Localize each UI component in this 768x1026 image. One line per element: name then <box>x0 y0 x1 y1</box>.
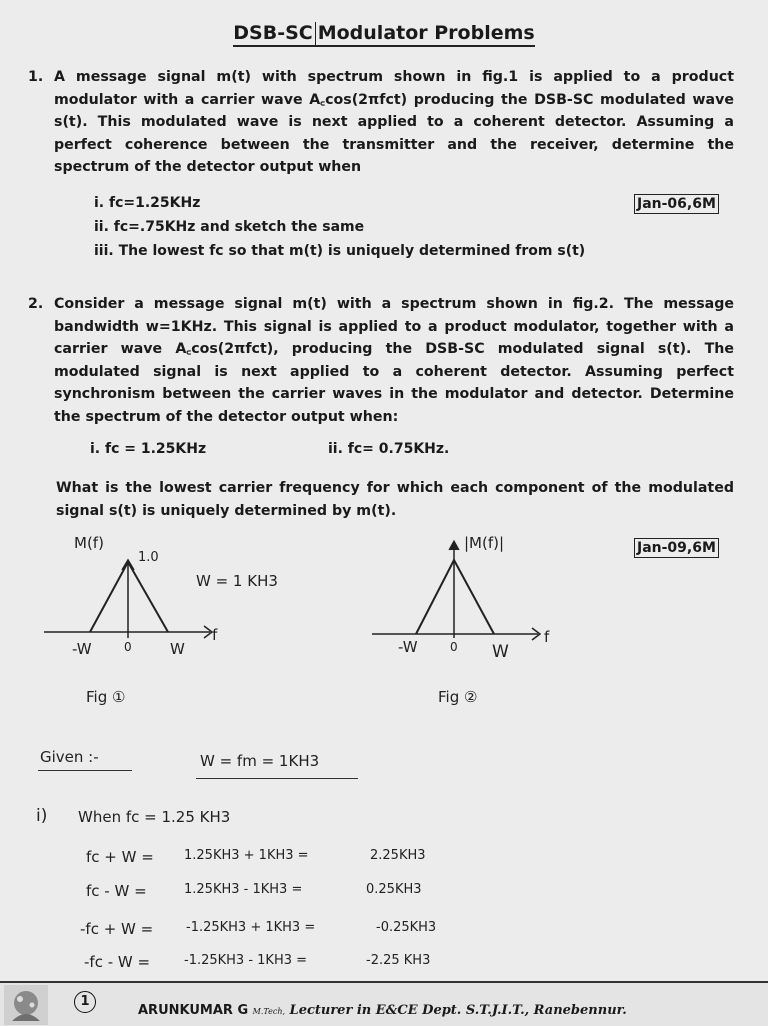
q1-item-ii: ii. fc=.75KHz and sketch the same <box>94 219 365 235</box>
fig2-ylabel: |M(f)| <box>464 534 505 552</box>
calc-line-3-rhs: -0.25KH3 <box>376 920 437 935</box>
given-eq-underline <box>196 778 358 779</box>
page-number: 1 <box>74 991 96 1013</box>
fig1-triangle-spectrum <box>90 562 168 632</box>
question-1: 1. A message signal m(t) with spectrum shown in fig.1 is applied to a product modulator with a carrier wave A꜀cos(2πfct) producing the DSB-SC modulated wave s(t). This modulated wave is next applied to a coherent detector. Assuming a perfect coherence between the transmitter and the receiver, determine the spectrum of the detector output when <box>28 66 734 179</box>
fig1-ylabel: M(f) <box>74 534 104 552</box>
fig1-peak-label: 1.0 <box>138 550 159 565</box>
institute-logo-icon <box>4 985 48 1025</box>
calc-line-1-lhs: fc + W = <box>86 848 154 866</box>
question-2: 2. Consider a message signal m(t) with a spectrum shown in fig.2. The message bandwidth w=1KHz. This signal is applied to a product modulator, together with a carrier wave A꜀cos(2πfct), producing the DSB-SC modulated signal s(t). The modulated signal is next applied to a coherent detector. Assuming perfect synchronism between the carrier waves in the modulator and detector. Determine the spectrum of the detector output when: <box>28 293 734 429</box>
footer-degree: M.Tech, <box>252 1007 286 1016</box>
footer-role: Lecturer in E&CE Dept. S.T.J.I.T., Ranebennur. <box>289 1003 627 1018</box>
fig2-tick-w: W <box>492 642 509 662</box>
fig1-caption: Fig ① <box>86 688 126 706</box>
fig1-tick-w: W <box>170 640 185 658</box>
q1-item-iii: iii. The lowest fc so that m(t) is uniquely determined from s(t) <box>94 243 586 259</box>
footer-author-line <box>138 1003 627 1018</box>
fig1-tick-0: 0 <box>124 640 132 654</box>
question-2-followup: What is the lowest carrier frequency for which each component of the modulated signal s(t) is uniquely determined by m(t). <box>56 480 734 519</box>
calc-line-4-lhs: -fc - W = <box>84 953 151 971</box>
given-equation: W = fm = 1KH3 <box>200 752 320 770</box>
fig2-tick-0: 0 <box>450 640 458 654</box>
step-marker: i) <box>36 806 48 826</box>
question-2-text: Consider a message signal m(t) with a spectrum shown in fig.2. The message bandwidth w=1KHz. This signal is applied to a product modulator, together with a carrier wave A꜀cos(2πfct), producing the DSB-SC modulated signal s(t). The modulated signal is next applied to a coherent detector. Assuming perfect synchronism between the carrier waves in the modulator and detector. Determine the spectrum of the detector output when: <box>54 296 734 425</box>
given-underline <box>38 770 132 771</box>
page-footer <box>0 981 768 1026</box>
given-label: Given :- <box>40 748 99 766</box>
q1-exam-tag: Jan-06,6M <box>634 194 719 214</box>
fig2-caption: Fig ② <box>438 688 478 706</box>
calc-line-4-mid: -1.25KH3 - 1KH3 = <box>184 953 308 968</box>
figure-2 <box>366 530 566 710</box>
calc-line-1-mid: 1.25KH3 + 1KH3 = <box>184 848 309 863</box>
question-1-text: A message signal m(t) with spectrum shown in fig.1 is applied to a product modulator with a carrier wave A꜀cos(2πfct) producing the DSB-SC modulated wave s(t). This modulated wave is next applied to a coherent detector. Assuming a perfect coherence between the transmitter and the receiver, determine the spectrum of the detector output when <box>54 69 734 176</box>
fig2-tick-neg-w: -W <box>398 638 418 656</box>
fig2-f-label: f <box>544 628 550 646</box>
calc-line-3-lhs: -fc + W = <box>80 920 154 938</box>
q2-item-ii: ii. fc= 0.75KHz. <box>328 441 450 457</box>
calc-line-3-mid: -1.25KH3 + 1KH3 = <box>186 920 316 935</box>
footer-author: ARUNKUMAR G <box>138 1003 249 1018</box>
calc-line-2-lhs: fc - W = <box>86 882 147 900</box>
figure-1 <box>40 530 300 710</box>
fig1-tick-neg-w: -W <box>72 640 92 658</box>
fig2-triangle-spectrum <box>416 560 494 634</box>
calc-line-4-rhs: -2.25 KH3 <box>366 953 431 968</box>
when-line: When fc = 1.25 KH3 <box>78 808 231 826</box>
q2-item-i: i. fc = 1.25KHz <box>90 441 207 457</box>
q1-item-i: i. fc=1.25KHz <box>94 195 201 211</box>
fig2-y-arrow-icon <box>449 541 459 550</box>
calc-line-2-mid: 1.25KH3 - 1KH3 = <box>184 882 303 897</box>
calc-line-1-rhs: 2.25KH3 <box>370 848 426 863</box>
page-title: DSB-SC Modulator Problems <box>0 22 768 44</box>
fig1-f-label: f <box>212 626 218 644</box>
fig1-w-note: W = 1 KH3 <box>196 572 278 590</box>
q2-exam-tag: Jan-09,6M <box>634 538 719 558</box>
calc-line-2-rhs: 0.25KH3 <box>366 882 422 897</box>
